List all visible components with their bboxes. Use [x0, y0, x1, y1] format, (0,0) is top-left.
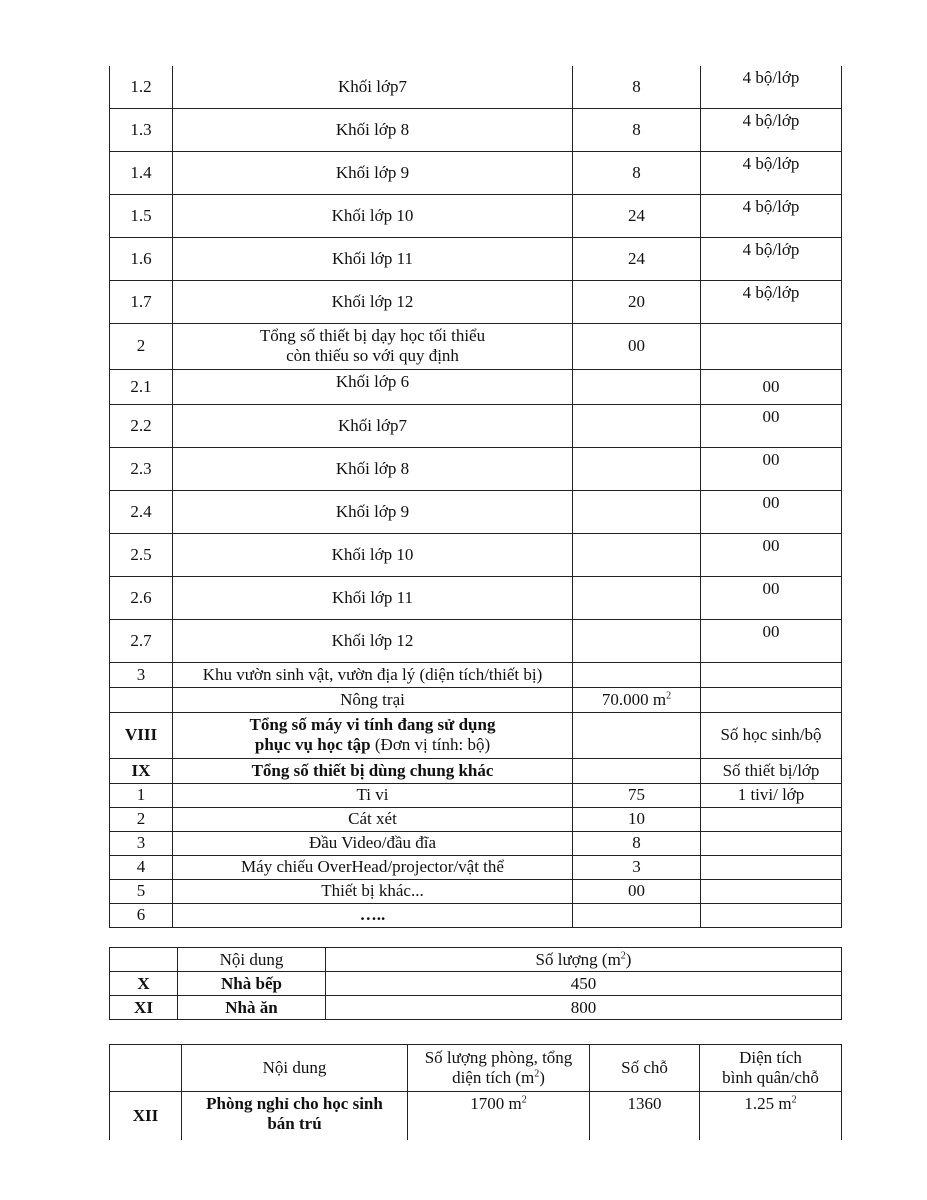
row-number: 3 — [110, 662, 173, 687]
row-quantity — [573, 490, 701, 533]
row-name: Khối lớp 9 — [173, 490, 573, 533]
area-exponent: 2 — [791, 1094, 797, 1106]
table-row — [110, 151, 842, 194]
header-quantity-close: ) — [625, 949, 632, 969]
row-name: Khối lớp 10 — [173, 194, 573, 237]
table-row — [110, 66, 842, 108]
row-number: 2.2 — [110, 404, 173, 447]
section-title-line2 — [176, 735, 569, 755]
table-row — [110, 996, 842, 1020]
row-name: ….. — [173, 903, 573, 927]
table-row — [110, 194, 842, 237]
row-number: 2.5 — [110, 533, 173, 576]
row-name: Khối lớp 12 — [173, 280, 573, 323]
header-rooms-text: diện tích (m — [452, 1068, 535, 1087]
header-quantity — [326, 948, 842, 972]
section-title-unit: (Đơn vị tính: bộ) — [370, 735, 491, 754]
row-number: 2.7 — [110, 619, 173, 662]
row-quantity — [573, 404, 701, 447]
row-seats: 1360 — [590, 1092, 700, 1140]
row-name-line2: còn thiếu so với quy định — [286, 346, 459, 365]
row-number: 1.3 — [110, 108, 173, 151]
section-title: Tổng số thiết bị dùng chung khác — [173, 758, 573, 783]
section-number: XII — [110, 1092, 182, 1140]
row-name: Khối lớp 8 — [173, 108, 573, 151]
header-rooms-line1: Số lượng phòng, tổng — [424, 1048, 573, 1067]
row-quantity — [573, 619, 701, 662]
rooms-value: 1700 m — [470, 1094, 522, 1113]
row-number: 2 — [110, 807, 173, 831]
row-name: Khối lớp7 — [173, 404, 573, 447]
row-quantity: 450 — [326, 972, 842, 996]
row-note — [701, 662, 842, 687]
header-area — [700, 1045, 842, 1092]
row-quantity: 8 — [573, 66, 701, 108]
row-name: Nhà ăn — [178, 996, 326, 1020]
row-note: 00 — [701, 447, 842, 490]
row-name — [173, 323, 573, 369]
row-quantity: 20 — [573, 280, 701, 323]
row-name: Khối lớp 6 — [173, 369, 573, 404]
row-note: 4 bộ/lớp — [701, 194, 842, 237]
row-number: 1.5 — [110, 194, 173, 237]
row-note — [701, 687, 842, 712]
table-row — [110, 237, 842, 280]
row-name — [182, 1092, 408, 1140]
row-name: Khối lớp7 — [173, 66, 573, 108]
row-note — [701, 903, 842, 927]
row-note: 1 tivi/ lớp — [701, 783, 842, 807]
row-name: Ti vi — [173, 783, 573, 807]
row-note — [701, 807, 842, 831]
area-value: 70.000 m — [601, 689, 667, 709]
header-number — [110, 948, 178, 972]
row-note: Số học sinh/bộ — [701, 712, 842, 758]
header-content: Nội dung — [182, 1045, 408, 1092]
row-name: Nông trại — [173, 687, 573, 712]
section-title-bold: phục vụ học tập — [254, 735, 371, 754]
table-row — [110, 369, 842, 404]
section-number: IX — [110, 758, 173, 783]
row-area — [700, 1092, 842, 1140]
row-number — [110, 687, 173, 712]
row-number: 2.3 — [110, 447, 173, 490]
section-title-line1: Tổng số máy vi tính đang sử dụng — [249, 715, 496, 734]
row-quantity — [573, 662, 701, 687]
table-row — [110, 903, 842, 927]
row-name: Khối lớp 10 — [173, 533, 573, 576]
row-name-line2: bán trú — [267, 1114, 322, 1133]
row-number: 2.6 — [110, 576, 173, 619]
row-number: 1.4 — [110, 151, 173, 194]
boarding-rooms-table — [109, 1044, 842, 1140]
row-quantity — [573, 576, 701, 619]
header-quantity-text: Số lượng (m — [535, 949, 621, 969]
row-number: 2.4 — [110, 490, 173, 533]
row-name: Thiết bị khác... — [173, 879, 573, 903]
rooms-exponent: 2 — [521, 1094, 527, 1106]
row-note: 4 bộ/lớp — [701, 280, 842, 323]
table-row — [110, 533, 842, 576]
row-number: 2 — [110, 323, 173, 369]
section-number: X — [110, 972, 178, 996]
row-number: 1.2 — [110, 66, 173, 108]
row-number: 1 — [110, 783, 173, 807]
table-row — [110, 108, 842, 151]
table-row — [110, 576, 842, 619]
header-seats: Số chỗ — [590, 1045, 700, 1092]
row-rooms — [408, 1092, 590, 1140]
row-name-line1: Tổng số thiết bị dạy học tối thiểu — [259, 326, 486, 345]
row-note: 00 — [701, 490, 842, 533]
row-number: 3 — [110, 831, 173, 855]
table-row — [110, 619, 842, 662]
table-row — [110, 490, 842, 533]
row-quantity — [573, 758, 701, 783]
table-row — [110, 879, 842, 903]
row-quantity — [573, 712, 701, 758]
row-quantity: 75 — [573, 783, 701, 807]
header-rooms — [408, 1045, 590, 1092]
row-quantity: 3 — [573, 855, 701, 879]
header-rooms-line2 — [411, 1068, 586, 1088]
row-quantity: 8 — [573, 108, 701, 151]
row-quantity — [573, 447, 701, 490]
row-note — [701, 879, 842, 903]
row-number: 6 — [110, 903, 173, 927]
row-name: Máy chiếu OverHead/projector/vật thể — [173, 855, 573, 879]
table-row — [110, 1092, 842, 1140]
header-area-line1: Diện tích — [739, 1048, 802, 1067]
row-quantity — [573, 903, 701, 927]
row-note: 00 — [701, 576, 842, 619]
row-quantity: 8 — [573, 151, 701, 194]
row-note: 4 bộ/lớp — [701, 237, 842, 280]
table-row — [110, 323, 842, 369]
table-row — [110, 404, 842, 447]
row-note — [701, 323, 842, 369]
table-row — [110, 280, 842, 323]
header-area-line2: bình quân/chỗ — [722, 1068, 819, 1087]
header-rooms-exponent: 2 — [534, 1068, 540, 1080]
row-note: 4 bộ/lớp — [701, 66, 842, 108]
row-quantity: 8 — [573, 831, 701, 855]
row-quantity — [573, 533, 701, 576]
row-name: Nhà bếp — [178, 972, 326, 996]
row-note: 00 — [701, 533, 842, 576]
equipment-table — [109, 66, 842, 928]
row-name: Khối lớp 11 — [173, 237, 573, 280]
header-content: Nội dung — [178, 948, 326, 972]
table-row — [110, 758, 842, 783]
header-number — [110, 1045, 182, 1092]
table-row — [110, 807, 842, 831]
table-row — [110, 783, 842, 807]
table-header-row — [110, 948, 842, 972]
row-note: 00 — [701, 404, 842, 447]
row-quantity — [573, 369, 701, 404]
header-quantity-exponent: 2 — [620, 949, 626, 961]
kitchen-table — [109, 947, 842, 1020]
area-value: 1.25 m — [744, 1094, 792, 1113]
row-number: 5 — [110, 879, 173, 903]
row-name: Khu vườn sinh vật, vườn địa lý (diện tích/thiết bị) — [173, 662, 573, 687]
row-quantity: 24 — [573, 237, 701, 280]
row-number: 1.7 — [110, 280, 173, 323]
row-note: 4 bộ/lớp — [701, 151, 842, 194]
row-note: 00 — [701, 619, 842, 662]
row-note: 4 bộ/lớp — [701, 108, 842, 151]
row-name: Cát xét — [173, 807, 573, 831]
row-number: 2.1 — [110, 369, 173, 404]
section-title — [173, 712, 573, 758]
area-unit-exponent: 2 — [666, 689, 672, 701]
row-name: Khối lớp 8 — [173, 447, 573, 490]
row-note: Số thiết bị/lớp — [701, 758, 842, 783]
table-row — [110, 687, 842, 712]
row-note: 00 — [701, 369, 842, 404]
table-row — [110, 447, 842, 490]
header-rooms-close: ) — [539, 1068, 545, 1087]
table-row — [110, 662, 842, 687]
table-row — [110, 831, 842, 855]
row-name: Đầu Video/đầu đĩa — [173, 831, 573, 855]
row-note — [701, 831, 842, 855]
row-number: 4 — [110, 855, 173, 879]
row-name: Khối lớp 9 — [173, 151, 573, 194]
table-row — [110, 972, 842, 996]
row-quantity: 10 — [573, 807, 701, 831]
table-header-row — [110, 1045, 842, 1092]
table-row — [110, 855, 842, 879]
section-number: XI — [110, 996, 178, 1020]
row-quantity: 00 — [573, 323, 701, 369]
row-number: 1.6 — [110, 237, 173, 280]
row-quantity: 00 — [573, 879, 701, 903]
section-number: VIII — [110, 712, 173, 758]
row-name: Khối lớp 12 — [173, 619, 573, 662]
row-quantity: 24 — [573, 194, 701, 237]
row-note — [701, 855, 842, 879]
row-quantity: 800 — [326, 996, 842, 1020]
row-name: Khối lớp 11 — [173, 576, 573, 619]
row-name-line1: Phòng nghỉ cho học sinh — [206, 1094, 383, 1113]
row-quantity — [573, 687, 701, 712]
table-row — [110, 712, 842, 758]
